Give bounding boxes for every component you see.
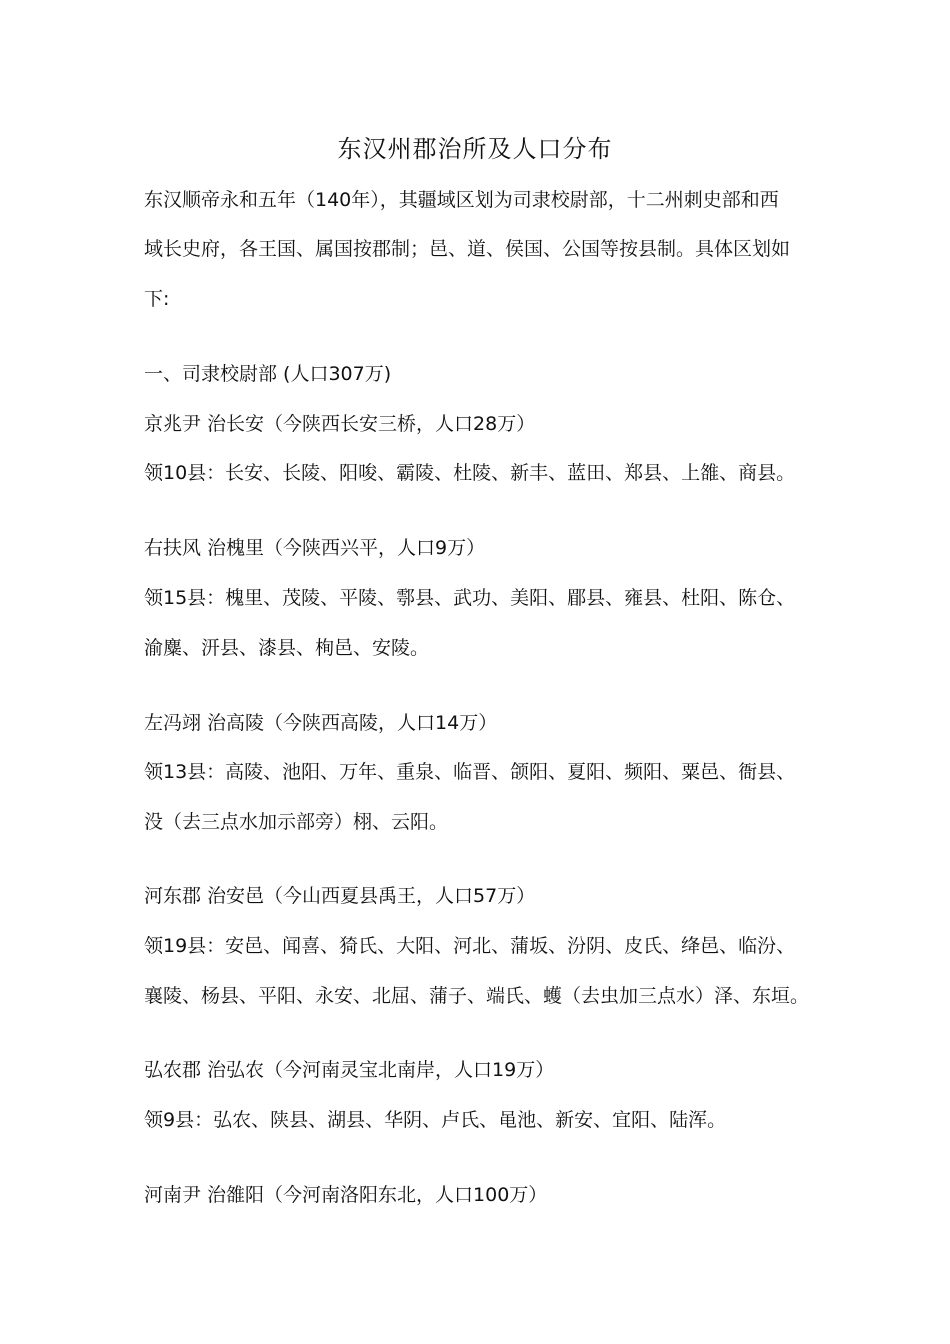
document-title: 东汉州郡治所及人口分布 — [337, 135, 613, 163]
entry-header-jingzhao: 京兆尹 治长安（今陕西长安三桥，人口28万） — [144, 413, 536, 435]
entry-counties-hedong: 领19县：安邑、闻喜、猗氏、大阳、河北、蒲坂、汾阴、皮氏、绛邑、临汾、 — [144, 935, 796, 957]
entry-counties-zuopingyi: 领13县：高陵、池阳、万年、重泉、临晋、颌阳、夏阳、频阳、粟邑、衙县、 — [144, 761, 796, 783]
entry-counties-hongnong: 领9县：弘农、陕县、湖县、华阴、卢氏、黾池、新安、宜阳、陆浑。 — [144, 1109, 727, 1131]
entry-counties-jingzhao: 领10县：长安、长陵、阳唆、霸陵、杜陵、新丰、蓝田、郑县、上雒、商县。 — [144, 462, 796, 484]
entry-header-hedong: 河东郡 治安邑（今山西夏县禹王，人口57万） — [144, 885, 536, 907]
entry-header-zuopingyi: 左冯翊 治高陵（今陕西高陵，人口14万） — [144, 712, 498, 734]
entry-counties-zuopingyi: 没（去三点水加示部旁）栩、云阳。 — [144, 811, 449, 833]
entry-counties-youfufeng: 渝麋、汧县、漆县、栒邑、安陵。 — [144, 637, 430, 659]
section-heading: 一、司隶校尉部 (人口307万) — [144, 363, 392, 385]
intro-line: 东汉顺帝永和五年（140年），其疆域区划为司隶校尉部，十二州刺史部和西 — [144, 189, 779, 211]
intro-line: 域长史府，各王国、属国按郡制；邑、道、侯国、公国等按县制。具体区划如 — [144, 238, 791, 260]
intro-line: 下: — [144, 288, 170, 310]
entry-counties-hedong: 襄陵、杨县、平阳、永安、北屈、蒲子、端氏、蠖（去虫加三点水）泽、东垣。 — [144, 985, 810, 1007]
entry-counties-youfufeng: 领15县：槐里、茂陵、平陵、鄠县、武功、美阳、郿县、雍县、杜阳、陈仓、 — [144, 587, 796, 609]
entry-header-hongnong: 弘农郡 治弘农（今河南灵宝北南岸，人口19万） — [144, 1059, 555, 1081]
entry-header-henan: 河南尹 治雒阳（今河南洛阳东北，人口100万） — [144, 1184, 548, 1206]
entry-header-youfufeng: 右扶风 治槐里（今陕西兴平，人口9万） — [144, 537, 486, 559]
